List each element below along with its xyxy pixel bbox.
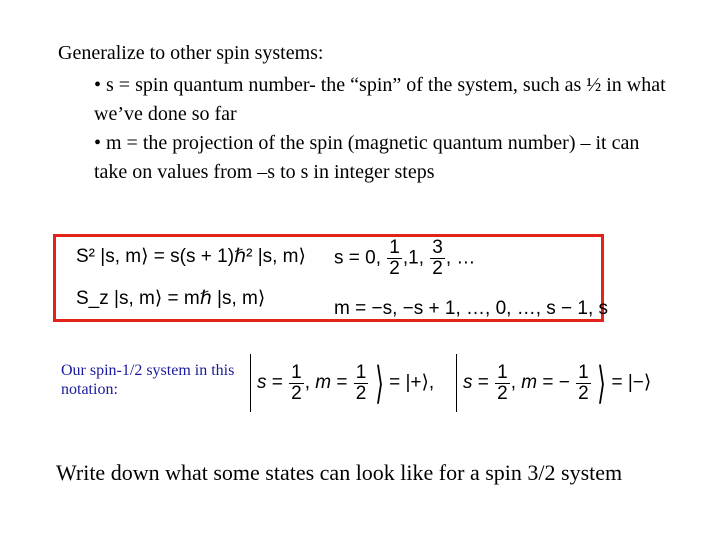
bullet-list [94, 71, 674, 187]
fraction-one-half: $\frac{1}{2}$ [389, 237, 400, 279]
fraction-three-halves: $\frac{3}{2}$ [432, 237, 443, 279]
bullet-spin-projection: • m = the projection of the spin (magnetic quantum number) – it can take on values from –s to s in integer steps [94, 132, 640, 183]
exercise-prompt: Write down what some states can look like for a spin 3/2 system [56, 460, 623, 485]
ket-spin-down: s = $\frac{1}{2}$ , m = − $\frac{1}{2}$ ⟩ = |−⟩ [450, 354, 651, 412]
ket-spin-up: s = $\frac{1}{2}$ , m = $\frac{1}{2}$ ⟩ = |+⟩, [244, 354, 434, 412]
equation-s-squared: S² |s, m⟩ = s(s + 1)ℏ² |s, m⟩ [76, 246, 306, 267]
spin-half-note: Our spin-1/2 system in this notation: [61, 362, 235, 398]
equation-m-values: m = −s, −s + 1, …, 0, …, s − 1, s [334, 298, 609, 319]
equation-sz: S_z |s, m⟩ = mℏ |s, m⟩ [76, 288, 266, 309]
slide-heading: Generalize to other spin systems: [58, 42, 324, 64]
equation-s-values: s = 0, $\frac{1}{2}$ ,1, $\frac{3}{2}$ , … [334, 237, 476, 279]
bullet-spin-quantum-number: • s = spin quantum number- the “spin” of the system, such as ½ in what we’ve done so far [94, 74, 666, 125]
